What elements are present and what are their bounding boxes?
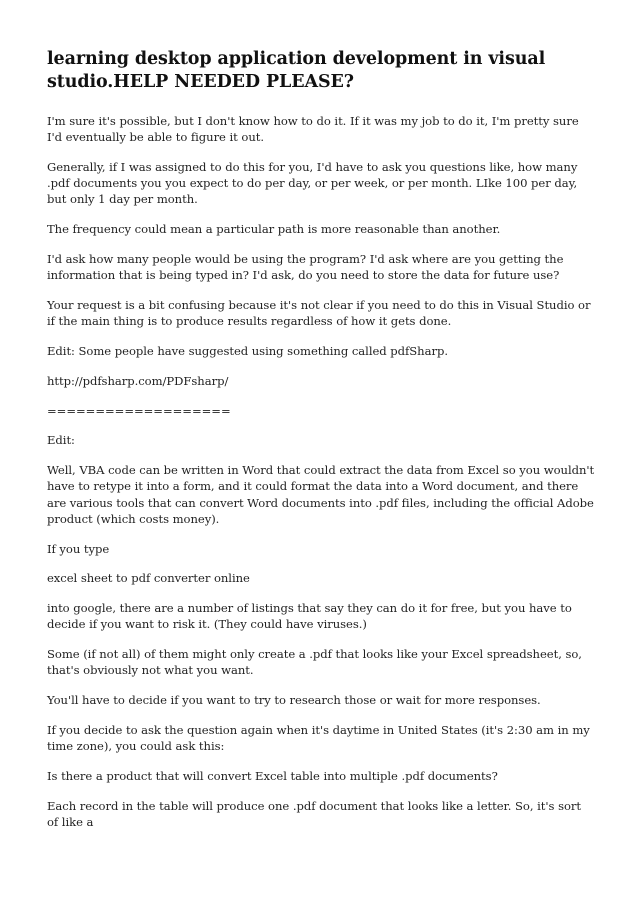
paragraph-edit-label: Edit: [47, 433, 75, 448]
paragraph-frequency-questions: Generally, if I was assigned to do this for you, I'd have to ask you questions like, how many .pdf documents you you expect to do per day, or per week, or per month. LIke 100 per day, but only 1 day per month. [47, 160, 578, 207]
paragraph-each-record: Each record in the table will produce one .pdf document that looks like a letter. So, it's sort of like a [47, 798, 582, 829]
paragraph-ask-again: If you decide to ask the question again when it's daytime in United States (it's 2:30 am in my time zone), you could ask this: [47, 722, 590, 754]
paragraph-edit-pdfsharp: Edit: Some people have suggested using something called pdfSharp. [47, 344, 448, 358]
separator-line: =================== [47, 403, 231, 418]
paragraph-spreadsheet-look: Some (if not all) of them might only create a .pdf that looks like your Excel spreadsheet, so, that's obviously not what you want. [47, 647, 582, 678]
paragraph-vba-word: Well, VBA code can be written in Word that could extract the data from Excel so you wouldn't have to retype it into a form, and it could format the data into a Word document, and there are various tools that can convert Word documents into .pdf files, including the official Adobe product (which costs money). [47, 463, 595, 526]
paragraph-google-listings: into google, there are a number of listings that say they can do it for free, but you have to decide if you want to risk it. (They could have viruses.) [47, 601, 572, 632]
page-title: learning desktop application development in visual studio.HELP NEEDED PLEASE? [47, 49, 546, 92]
paragraph-if-you-type: If you type [47, 541, 110, 556]
paragraph-product-question: Is there a product that will convert Excel table into multiple .pdf documents? [47, 768, 498, 783]
paragraph-request-confusing: Your request is a bit confusing because it's not clear if you need to do this in Visual Studio or if the main thing is to produce results regardless of how it gets done. [47, 298, 591, 329]
paragraph-usage-questions: I'd ask how many people would be using the program? I'd ask where are you getting the information that is being typed in? I'd ask, do you need to store the data for future use? [47, 252, 564, 283]
paragraph-research-decision: You'll have to decide if you want to try to research those or wait for more responses. [47, 693, 541, 708]
pdfsharp-link[interactable]: http://pdfsharp.com/PDFsharp/ [47, 373, 229, 388]
paragraph-frequency-path: The frequency could mean a particular path is more reasonable than another. [47, 222, 501, 237]
paragraph-intro: I'm sure it's possible, but I don't know how to do it. If it was my job to do it, I'm pretty sure I'd eventually be able to figure it out. [47, 114, 579, 145]
document-page [47, 48, 595, 844]
paragraph-search-query: excel sheet to pdf converter online [47, 571, 250, 586]
